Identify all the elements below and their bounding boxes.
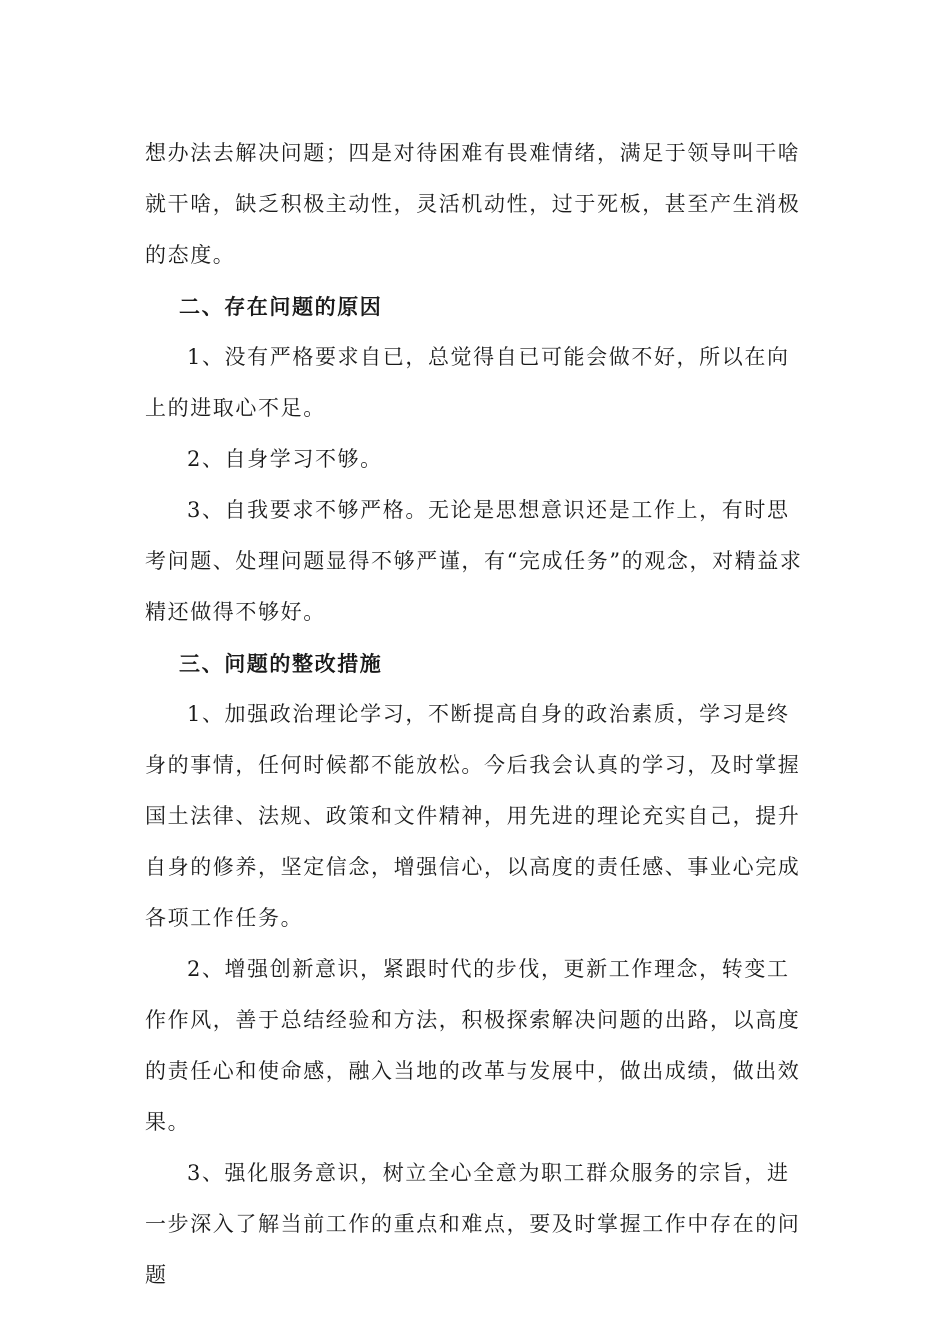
section-heading-causes: 二、存在问题的原因 [179, 294, 383, 319]
paragraph-cause-2: 2、自身学习不够。 [187, 447, 383, 471]
paragraph-cause-1: 1、没有严格要求自已，总觉得自已可能会做不好，所以在向上的进取心不足。 [145, 345, 790, 420]
paragraph-cause-3: 3、自我要求不够严格。无论是思想意识还是工作上，有时思考问题、处理问题显得不够严谨，有“完成任务”的观念，对精益求精还做得不够好。 [145, 498, 803, 624]
paragraph-measure-3: 3、强化服务意识，树立全心全意为职工群众服务的宗旨，进一步深入了解当前工作的重点和难点，要及时掌握工作中存在的问题 [145, 1161, 801, 1287]
paragraph-continuation: 想办法去解决问题；四是对待困难有畏难情绪，满足于领导叫干啥就干啥，缺乏积极主动性，灵活机动性，过于死板，甚至产生消极的态度。 [145, 141, 801, 267]
section-heading-measures: 三、问题的整改措施 [179, 651, 383, 676]
paragraph-measure-1: 1、加强政治理论学习，不断提高自身的政治素质，学习是终身的事情，任何时候都不能放松。今后我会认真的学习，及时掌握国土法律、法规、政策和文件精神，用先进的理论充实自己，提升自身的修养，坚定信念，增强信心，以高度的责任感、事业心完成各项工作任务。 [145, 702, 801, 930]
paragraph-measure-2: 2、增强创新意识，紧跟时代的步伐，更新工作理念，转变工作作风，善于总结经验和方法，积极探索解决问题的出路，以高度的责任心和使命感，融入当地的改革与发展中，做出成绩，做出效果。 [145, 957, 801, 1134]
document-body [145, 128, 805, 1301]
